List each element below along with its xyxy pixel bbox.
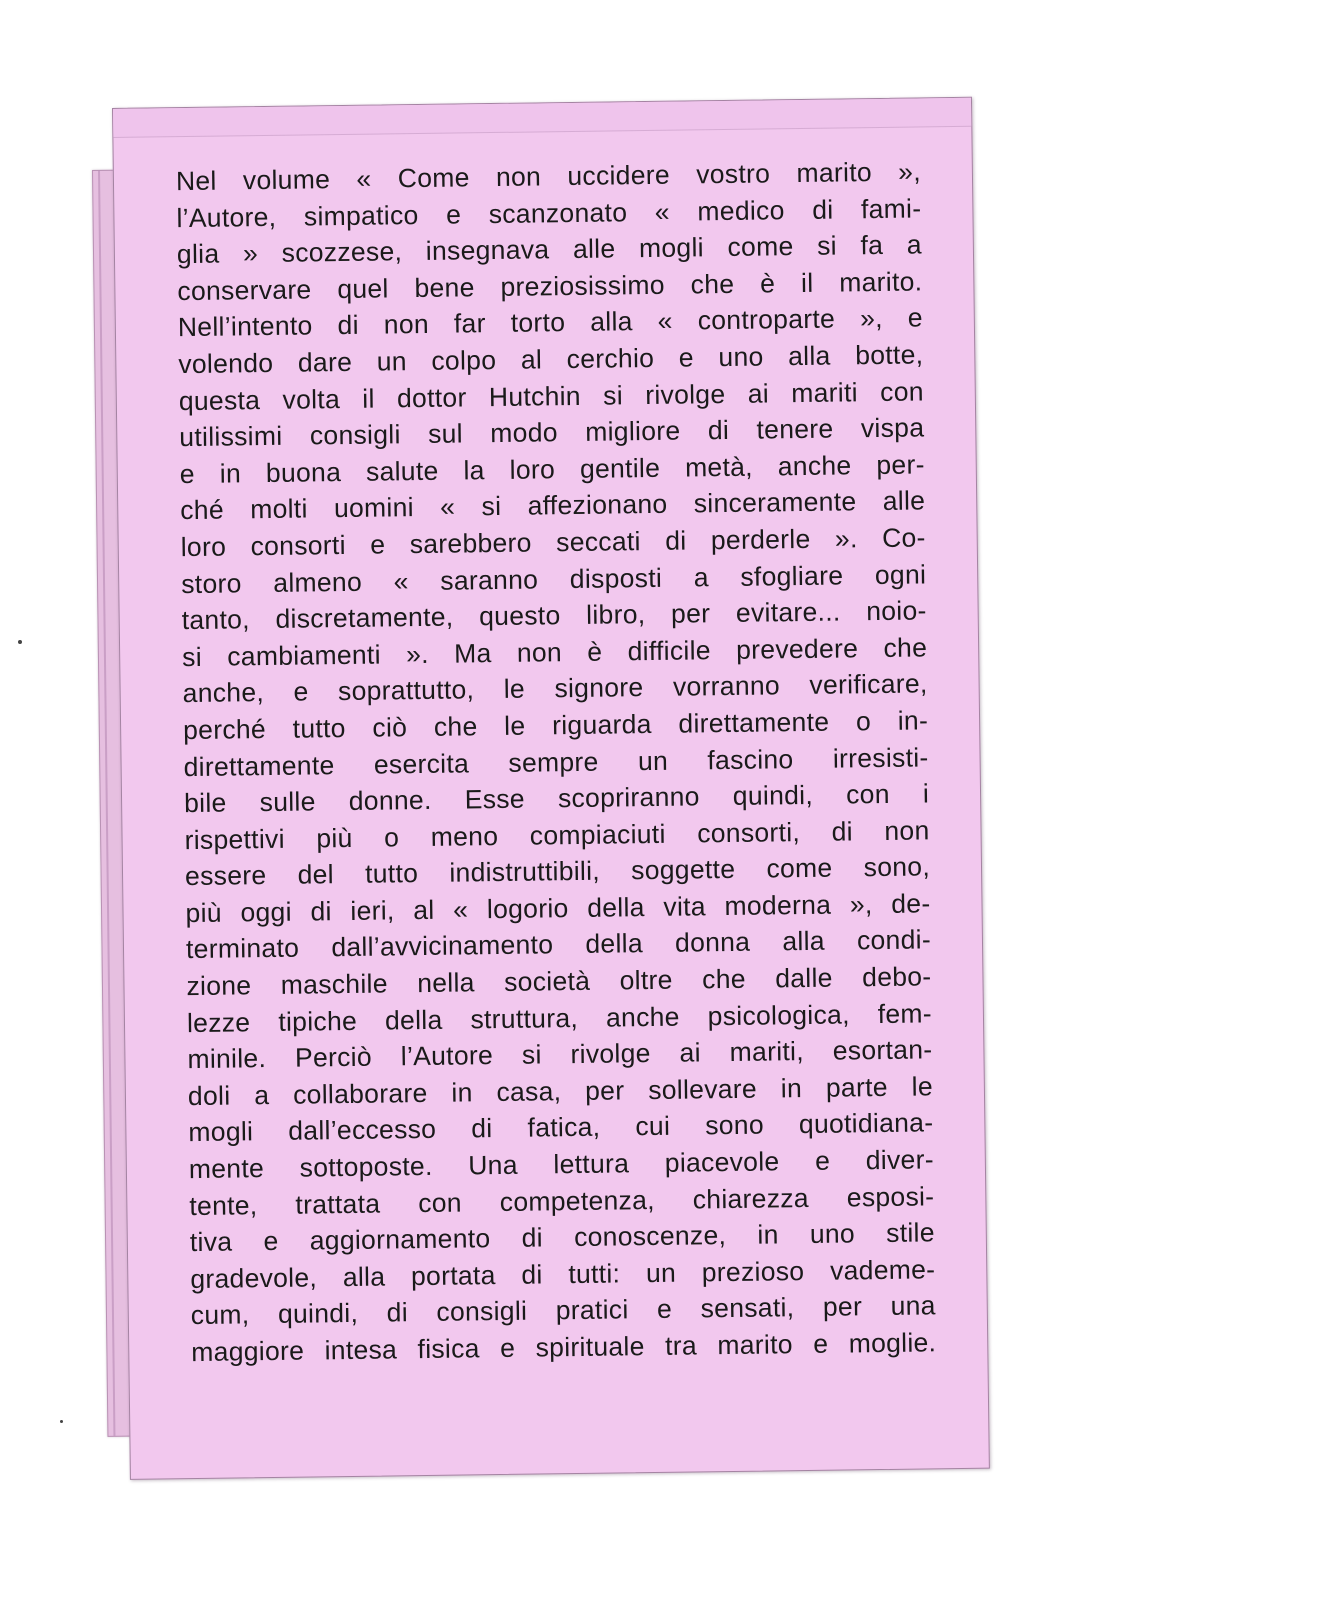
- blurb-line: zione maschile nella società oltre che dalle debo-: [186, 961, 932, 1002]
- blurb-line: questa volta il dottor Hutchin si rivolge ai mariti con: [178, 375, 924, 416]
- blurb-line: mogli dall’eccesso di fatica, cui sono quotidiana-: [188, 1107, 934, 1148]
- blurb-line: minile. Perciò l’Autore si rivolge ai mariti, esortan-: [187, 1034, 933, 1075]
- blurb-line: storo almeno « saranno disposti a sfogliare ogni: [181, 558, 927, 599]
- blurb-line: più oggi di ieri, al « logorio della vita moderna », de-: [185, 888, 931, 928]
- blurb-line: lezze tipiche della struttura, anche psicologica, fem-: [186, 998, 933, 1038]
- blurb-line: perché tutto ciò che le riguarda direttamente o in-: [182, 705, 929, 746]
- blurb-line: direttamente esercita sempre un fascino irresisti-: [183, 741, 929, 782]
- blurb-line: l’Autore, simpatico e scanzonato « medico di fami-: [176, 193, 922, 233]
- blurb-line: maggiore intesa fisica e spirituale tra marito e moglie.: [191, 1327, 937, 1368]
- blurb-line: tanto, discretamente, questo libro, per evitare... noio-: [181, 595, 927, 636]
- blurb-line: volendo dare un colpo al cerchio e uno alla botte,: [178, 339, 924, 380]
- blurb-line: terminato dall’avvicinamento della donna alla condi-: [185, 924, 932, 965]
- blurb-line: tente, trattata con competenza, chiarezza esposi-: [189, 1180, 935, 1221]
- cover-blurb: [176, 153, 937, 1370]
- blurb-line: mente sottoposte. Una lettura piacevole e diver-: [188, 1144, 935, 1185]
- blurb-line: bile sulle donne. Esse scopriranno quindi, con i: [183, 778, 930, 819]
- dust-speck: [18, 640, 22, 644]
- blurb-line: tiva e aggiornamento di conoscenze, in uno stile: [189, 1217, 935, 1258]
- blurb-line: anche, e soprattutto, le signore vorranno verificare,: [182, 668, 928, 709]
- blurb-line: conservare quel bene preziosissimo che è il marito.: [177, 266, 923, 306]
- book-back-cover: [112, 97, 990, 1480]
- blurb-line: ché molti uomini « si affezionano sinceramente alle: [180, 485, 926, 526]
- blurb-line: utilissimi consigli sul modo migliore di tenere vispa: [179, 412, 925, 453]
- blurb-line: si cambiamenti ». Ma non è difficile prevedere che: [181, 632, 928, 672]
- blurb-line: Nell’intento di non far torto alla « controparte », e: [177, 302, 924, 343]
- blurb-line: loro consorti e sarebbero seccati di perderle ». Co-: [180, 522, 926, 563]
- dust-speck: [60, 1420, 63, 1423]
- blurb-line: essere del tutto indistruttibili, soggette come sono,: [184, 851, 931, 892]
- blurb-line: doli a collaborare in casa, per sollevare in parte le: [187, 1071, 934, 1111]
- blurb-line: glia » scozzese, insegnava alle mogli come si fa a: [176, 229, 923, 270]
- blurb-line: rispettivi più o meno compiaciuti consorti, di non: [184, 815, 930, 855]
- blurb-line: e in buona salute la loro gentile metà, anche per-: [179, 449, 925, 489]
- blurb-line: Nel volume « Come non uccidere vostro marito »,: [175, 156, 922, 197]
- blurb-line: cum, quindi, di consigli pratici e sensati, per una: [190, 1290, 936, 1331]
- blurb-line: gradevole, alla portata di tutti: un prezioso vademe-: [190, 1254, 936, 1294]
